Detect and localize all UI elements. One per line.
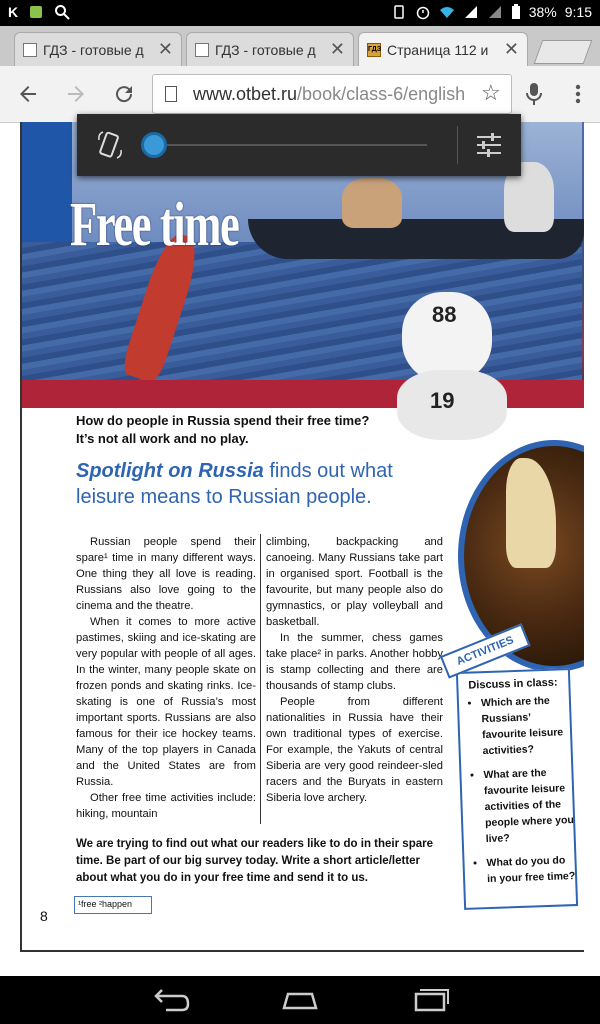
blue-band (22, 122, 72, 242)
paragraph: When it comes to more active pastimes, skiing and ice-skating are very popular with people of all ages. In the winter, many people skate on frozen ponds and skating rinks. Ice-skating is one of Russia’s most important sports. Russians are also famous for their ice hockey teams. Many of the top players in Canada and the United States are from Russia. (76, 616, 256, 788)
divider (457, 126, 458, 164)
intro-question (76, 412, 369, 448)
paragraph: In the summer, chess games take place² in parks. Another hobby is stamp collecting and there are thousands of stamp clubs. (266, 632, 443, 692)
article-column-1 (76, 534, 256, 822)
survey-text: We are trying to find out what our readers like to do in their spare time. Be part of our big survey today. Write a short article/letter about what you do in your free time and send it to us. (76, 838, 433, 884)
slider-track[interactable] (167, 144, 427, 146)
tab-3-active[interactable] (358, 32, 528, 66)
mic-button[interactable] (518, 78, 550, 110)
activities-tag: ACTIVITIES (440, 623, 531, 678)
photo-water (22, 242, 582, 382)
rower-image (342, 178, 402, 228)
article-column-2 (266, 534, 443, 806)
new-tab-button[interactable] (534, 40, 593, 64)
settings-sliders-icon[interactable] (475, 132, 503, 158)
question-line: How do people in Russia spend their free time? (76, 413, 370, 428)
reload-icon (112, 82, 136, 106)
jersey-number: 19 (430, 388, 455, 413)
headline-rest: finds out what leisure means to Russian people. (76, 460, 393, 508)
menu-button[interactable] (562, 78, 594, 110)
tab-label: ГДЗ - готовые д (43, 41, 144, 58)
signal-icon (463, 4, 479, 20)
alarm-icon (415, 4, 431, 20)
list-item: • Which are the Russians’ favourite leisure activities? (481, 692, 573, 759)
jersey-number: 88 (432, 302, 457, 327)
footnote-box: ¹free ²happen (74, 896, 152, 914)
screen-rotation-overlay (77, 114, 521, 176)
wifi-icon (439, 4, 455, 20)
rotation-lock-icon[interactable] (97, 130, 123, 160)
url-host: www.otbet.ru (193, 84, 298, 104)
activities-box (454, 634, 578, 910)
page-icon (195, 43, 209, 57)
list-item: • What do you do in your free time? (486, 852, 577, 887)
kaspersky-icon: K (8, 4, 19, 20)
tab-2[interactable] (186, 32, 354, 66)
star-icon[interactable]: ☆ (481, 80, 501, 105)
paragraph: Other free time activities include: hiking, mountain (76, 792, 256, 820)
battery-icon (511, 4, 521, 20)
question-line: It’s not all work and no play. (76, 431, 249, 446)
headline-bold: Spotlight on Russia (76, 460, 264, 482)
tab-1[interactable] (14, 32, 182, 66)
list-item: • What are the favourite leisure activities of the people where you live? (483, 764, 576, 847)
recent-apps-button[interactable] (400, 984, 460, 1016)
url-text[interactable] (193, 84, 475, 105)
paragraph: Russian people spend their spare¹ time in many different ways. One thing they all love is reading. Russians also love going to the cinema and the theatre. (76, 536, 256, 612)
arrow-left-icon (16, 82, 40, 106)
mic-icon (524, 82, 544, 106)
signal-2-icon (487, 4, 503, 20)
activities-heading: Discuss in class: (468, 676, 558, 692)
paragraph: climbing, backpacking and canoeing. Many Russians take part in organised sport. Football is the favourite, but many people also do gymnastics, or play volleyball and basketball. (266, 536, 443, 628)
status-bar (0, 0, 600, 26)
back-icon (140, 984, 200, 1016)
column-divider (260, 534, 261, 824)
gdz-icon: ГДЗ (367, 43, 381, 57)
tab-label: Страница 112 и (387, 41, 489, 58)
close-icon[interactable]: ✕ (329, 39, 345, 59)
home-icon (270, 984, 330, 1016)
arrow-right-icon (64, 82, 88, 106)
rotation-icon (391, 4, 407, 20)
close-icon[interactable]: ✕ (157, 39, 173, 59)
forward-button[interactable] (60, 78, 92, 110)
clock: 9:15 (564, 4, 592, 20)
book-page (20, 122, 584, 952)
back-button[interactable] (12, 78, 44, 110)
system-nav-bar (0, 976, 600, 1024)
page-icon (165, 86, 177, 102)
home-button[interactable] (270, 984, 330, 1016)
page-title: Free time (70, 191, 239, 259)
page-icon (23, 43, 37, 57)
more-vert-icon (574, 82, 582, 106)
address-bar[interactable] (152, 74, 512, 114)
recent-apps-icon (400, 984, 460, 1016)
paragraph: People from different nationalities in Russia have their own traditional types of exercise. For example, the Yakuts of central Siberia are very good reindeer-sled racers and the Buryats in eastern Siberia love archery. (266, 696, 443, 804)
headline (76, 458, 436, 510)
back-button[interactable] (140, 984, 200, 1016)
close-icon[interactable]: ✕ (503, 39, 519, 59)
notification-icon (30, 6, 42, 18)
battery-percent: 38% (528, 4, 557, 20)
page-number: 8 (40, 908, 48, 924)
url-path: /book/class-6/english (297, 84, 466, 104)
activities-list (465, 692, 578, 896)
search-icon (54, 4, 70, 20)
slider-knob[interactable] (141, 132, 167, 158)
tab-strip (0, 26, 600, 66)
reload-button[interactable] (108, 78, 140, 110)
tab-label: ГДЗ - готовые д (215, 41, 316, 58)
